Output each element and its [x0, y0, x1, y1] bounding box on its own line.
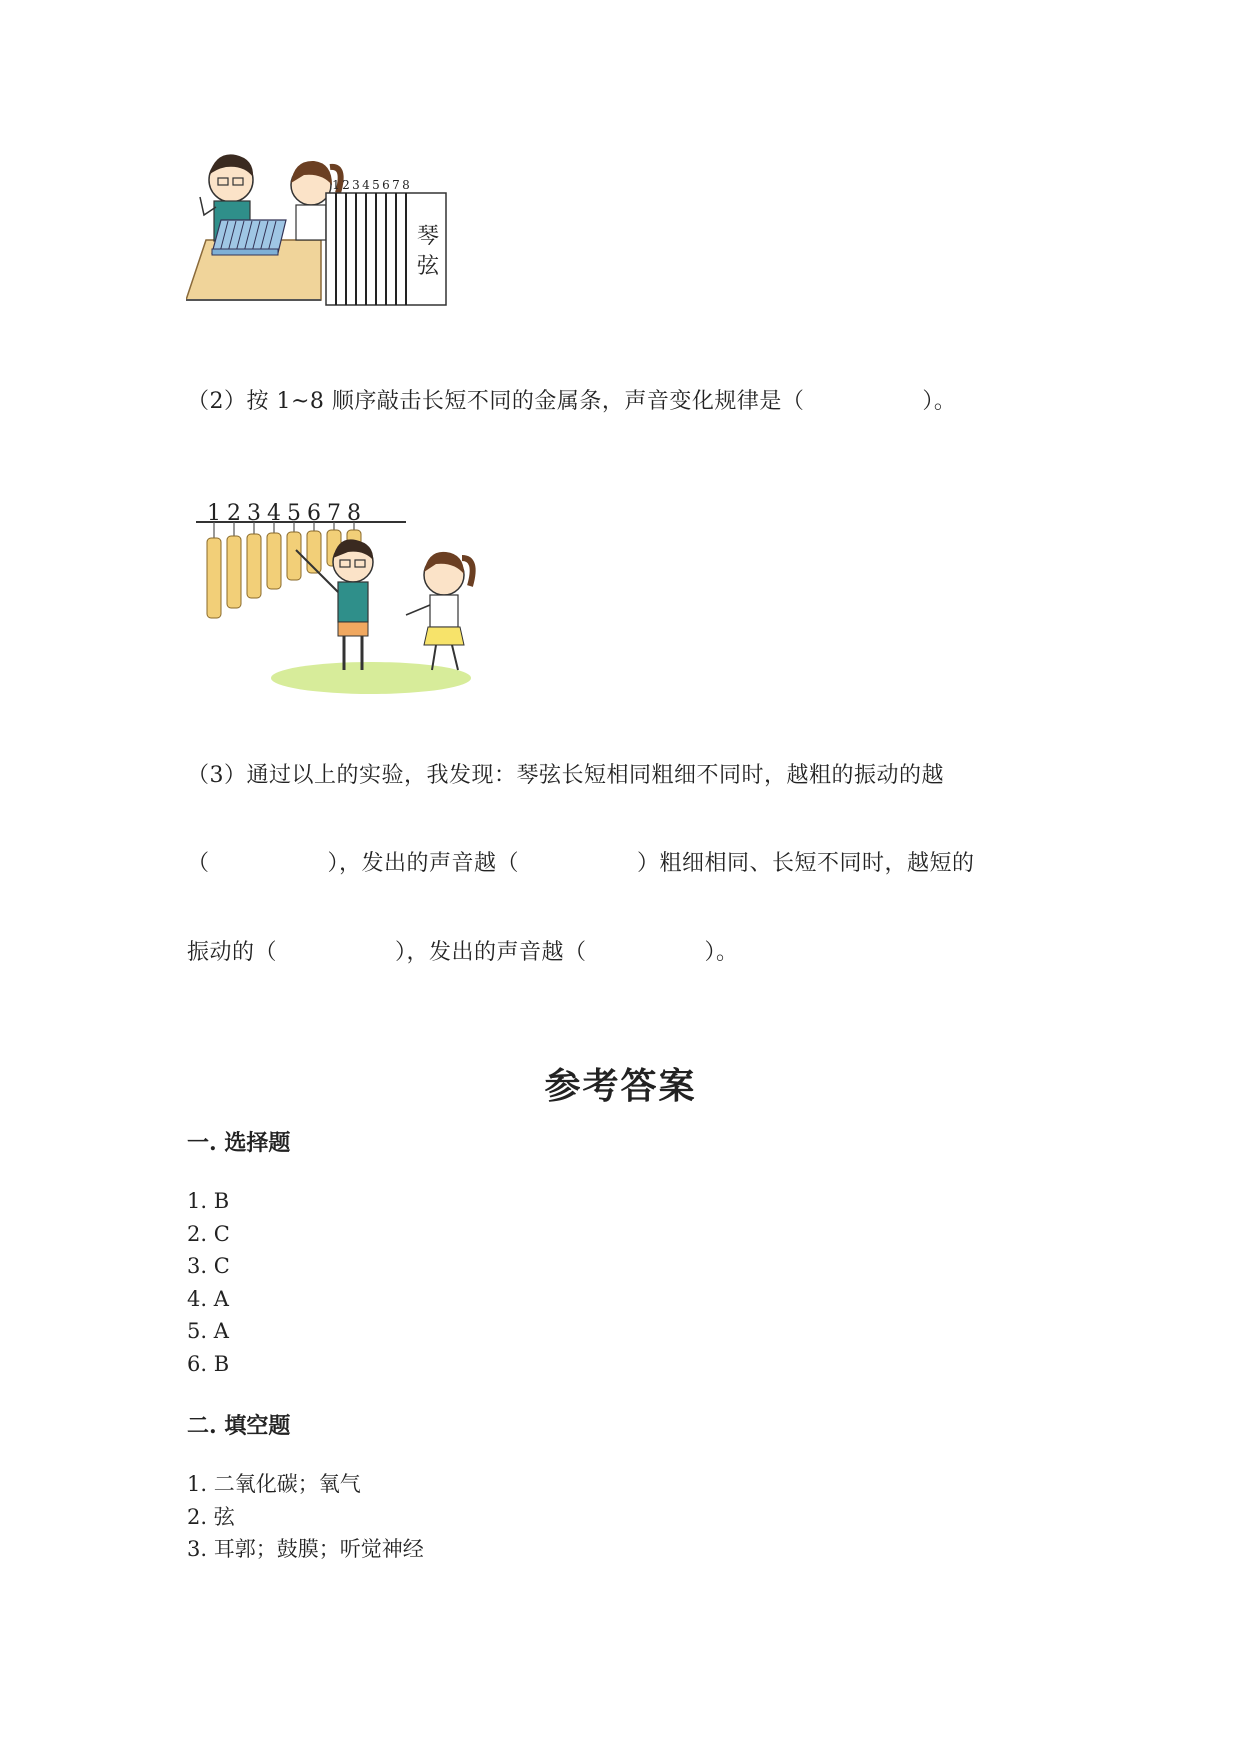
question-3-text: ）。 [704, 940, 739, 965]
question-3-text: 振动的（ [187, 940, 278, 965]
answers-title: 参考答案 [544, 1065, 697, 1107]
string-number: 5 [372, 178, 380, 192]
answer-item: 6. B [187, 1351, 230, 1376]
question-3-text: （3）通过以上的实验，我发现：琴弦长短相同粗细不同时，越粗的振动的越 [187, 763, 944, 788]
answer-item: 1. B [187, 1189, 230, 1213]
bar-number: 2 [227, 501, 241, 526]
bar-number: 3 [247, 501, 261, 526]
question-2-suffix: ）。 [922, 389, 957, 414]
answer-item: 4. A [187, 1286, 229, 1311]
section-heading-choice: 一. 选择题 [187, 1130, 291, 1156]
bar-number: 5 [287, 501, 301, 526]
answer-item: 1. 二氧化碳；氧气 [187, 1472, 361, 1496]
string-number: 4 [362, 178, 370, 192]
string-number: 7 [392, 178, 400, 192]
string-number: 6 [382, 178, 390, 192]
answer-item: 2. 弦 [187, 1504, 235, 1529]
question-3-text: ）粗细相同、长短不同时，越短的 [637, 851, 975, 876]
string-number: 2 [342, 178, 350, 192]
fill-in-answers-list [187, 1468, 424, 1566]
string-experiment-figure [186, 145, 506, 315]
answer-item: 3. C [187, 1254, 230, 1278]
bar-number: 6 [307, 501, 321, 526]
answer-item: 5. A [187, 1319, 229, 1343]
question-3-text: （ [187, 851, 210, 876]
bar-number: 1 [207, 501, 221, 526]
question-2 [187, 384, 956, 415]
question-3-text: ），发出的声音越（ [395, 940, 587, 965]
string-number: 1 [332, 178, 340, 192]
string-number: 8 [402, 178, 410, 192]
bar-number: 8 [347, 501, 361, 526]
question-2-text: （2）按 1~8 顺序敲击长短不同的金属条，声音变化规律是（ [187, 389, 805, 414]
answer-item: 2. C [187, 1221, 230, 1246]
bar-number: 7 [327, 501, 341, 526]
strings-label: 琴 [416, 224, 440, 249]
strings-label: 弦 [416, 254, 440, 279]
question-3-line-1 [187, 758, 944, 789]
bar-number: 4 [267, 501, 281, 526]
hanging-bars-figure [196, 500, 506, 695]
answer-item: 3. 耳郭；鼓膜；听觉神经 [187, 1537, 424, 1561]
question-3-line-2 [187, 846, 975, 877]
question-3-line-3 [187, 935, 739, 966]
section-heading-fill-in: 二. 填空题 [187, 1413, 291, 1439]
string-number: 3 [352, 178, 360, 192]
choice-answers-list [187, 1185, 230, 1380]
question-3-text: ），发出的声音越（ [327, 851, 520, 876]
